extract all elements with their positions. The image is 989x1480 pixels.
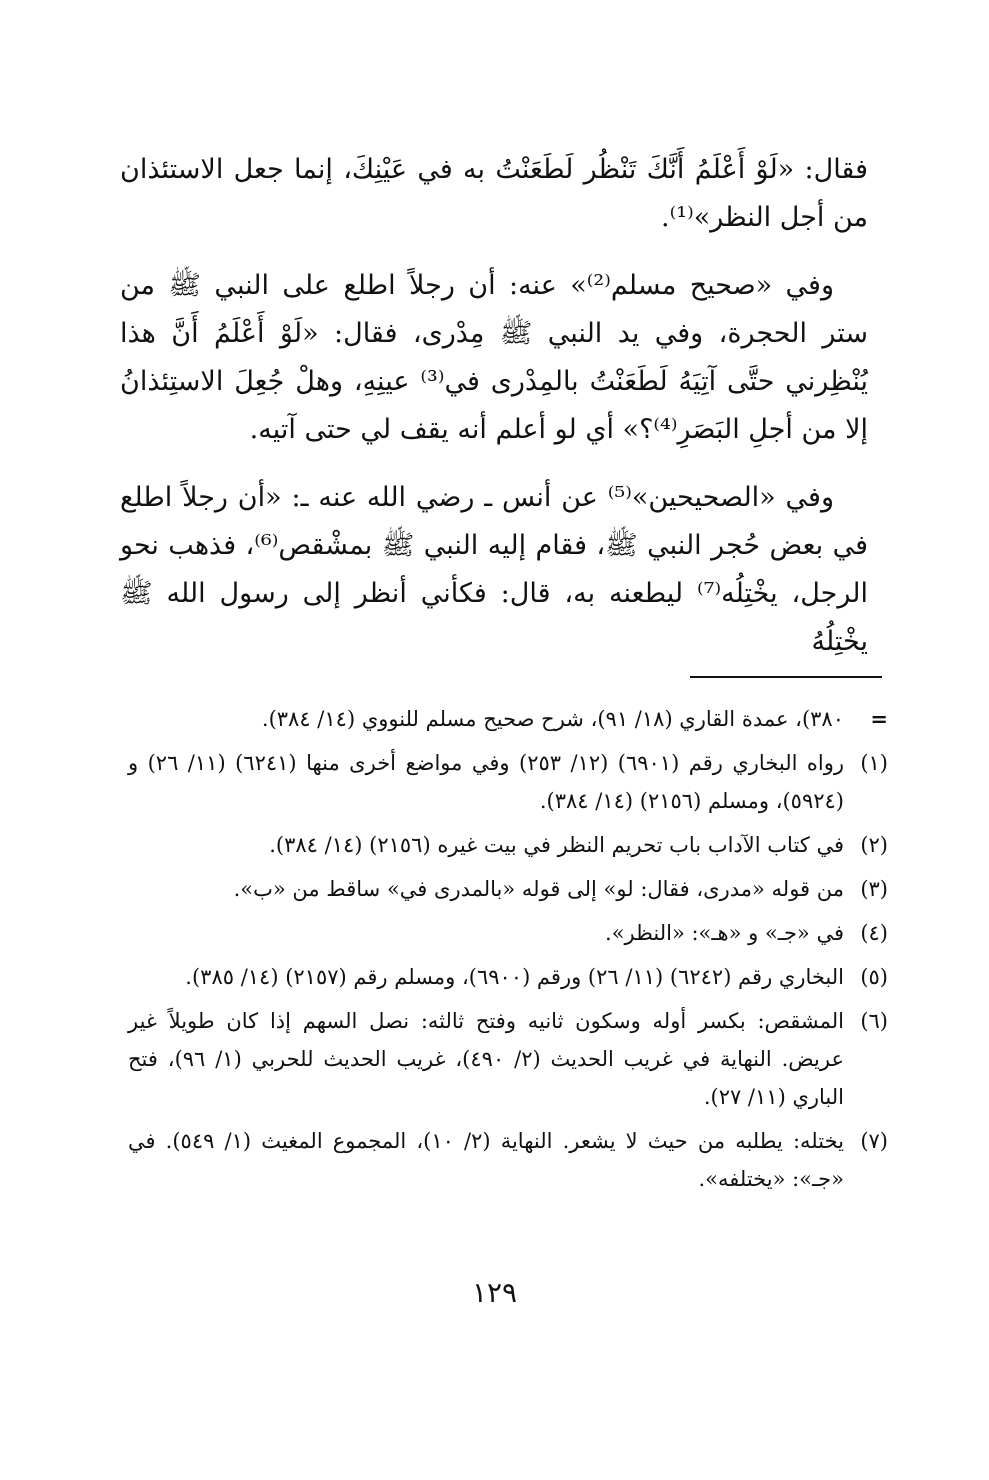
footnote-text: رواه البخاري رقم (٦٩٠١) (١٢/ ٢٥٣) وفي مواضع أخرى منها (٦٢٤١) (١١/ ٢٦) و (٥٩٢٤)، ومسلم (٢١٥٦) (١٤/ ٣٨٤). xyxy=(128,751,845,813)
footnote-number: (٦) xyxy=(860,1009,888,1033)
footnote-7 xyxy=(128,1122,888,1198)
footnote-number: (٧) xyxy=(860,1129,888,1153)
paragraph-2: وفي «صحيح مسلم⁽²⁾» عنه: أن رجلاً اطلع على النبي ﷺ من ستر الحجرة، وفي يد النبي ﷺ مِدْرى، فقال: «لَوْ أَعْلَمُ أَنَّ هذا يُنْظِرني حتَّى آتِيَهُ لَطَعَنْتُ بالمِدْرى في⁽³⁾ عينِهِ، وهلْ جُعِلَ الاستِئذانُ إلا من أجلِ البَصَرِ⁽⁴⁾؟» أي لو أعلم أنه يقف لي حتى آتيه. xyxy=(120,270,869,445)
footnote-text: في «جـ» و «هـ»: «النظر». xyxy=(605,921,844,945)
paragraph-1: فقال: «لَوْ أَعْلَمُ أَنَّكَ تَنْظُر لَطَعَنْتُ به في عَيْنِكَ، إنما جعل الاستئذان من أجل النظر»⁽¹⁾. xyxy=(120,154,868,233)
footnote-number: (٥) xyxy=(860,965,888,989)
footnote-text: المشقص: بكسر أوله وسكون ثانيه وفتح ثالثه: نصل السهم إذا كان طويلاً غير عريض. النهاية في غريب الحديث (٢/ ٤٩٠)، غريب الحديث للحربي (١/ ٩٦)، فتح الباري (١١/ ٢٧). xyxy=(128,1009,844,1109)
footnote-number: (١) xyxy=(860,751,888,775)
footnote-2 xyxy=(128,826,888,864)
footnote-4 xyxy=(128,914,888,952)
footnote-text: البخاري رقم (٦٢٤٢) (١١/ ٢٦) ورقم (٦٩٠٠)، ومسلم رقم (٢١٥٧) (١٤/ ٣٨٥). xyxy=(185,965,844,989)
footnote-continued xyxy=(128,700,888,738)
footnote-text: في كتاب الآداب باب تحريم النظر في بيت غيره (٢١٥٦) (١٤/ ٣٨٤). xyxy=(269,833,844,857)
footnote-marker: = xyxy=(870,706,888,731)
footnote-number: (٤) xyxy=(860,921,888,945)
footnote-6 xyxy=(128,1002,888,1116)
footnote-text: ٣٨٠)، عمدة القاري (١٨/ ٩١)، شرح صحيح مسلم للنووي (١٤/ ٣٨٤). xyxy=(261,707,844,731)
footnote-3 xyxy=(128,870,888,908)
paragraph-3: وفي «الصحيحين»⁽⁵⁾ عن أنس ـ رضي الله عنه ـ: «أن رجلاً اطلع في بعض حُجر النبي ﷺ، فقام إليه النبي ﷺ بمشْقص⁽⁶⁾، فذهب نحو الرجل، يخْتِلُه⁽⁷⁾ ليطعنه به، قال: فكأني أنظر إلى رسول الله ﷺ يخْتِلُهُ xyxy=(120,482,868,657)
footnote-number: (٣) xyxy=(860,877,888,901)
footnote-text: يختله: يطلبه من حيث لا يشعر. النهاية (٢/ ١٠)، المجموع المغيث (١/ ٥٤٩). في «جـ»: «يختلفه». xyxy=(128,1129,844,1191)
page-number: ١٢٩ xyxy=(471,1276,518,1309)
footnote-1 xyxy=(128,744,888,820)
footnote-text: من قوله «مدرى، فقال: لو» إلى قوله «بالمدرى في» ساقط من «ب». xyxy=(233,877,844,901)
footnotes xyxy=(128,700,888,1204)
main-text xyxy=(120,146,868,686)
footnote-separator xyxy=(690,676,882,678)
footnote-number: (٢) xyxy=(860,833,888,857)
footnote-5 xyxy=(128,958,888,996)
